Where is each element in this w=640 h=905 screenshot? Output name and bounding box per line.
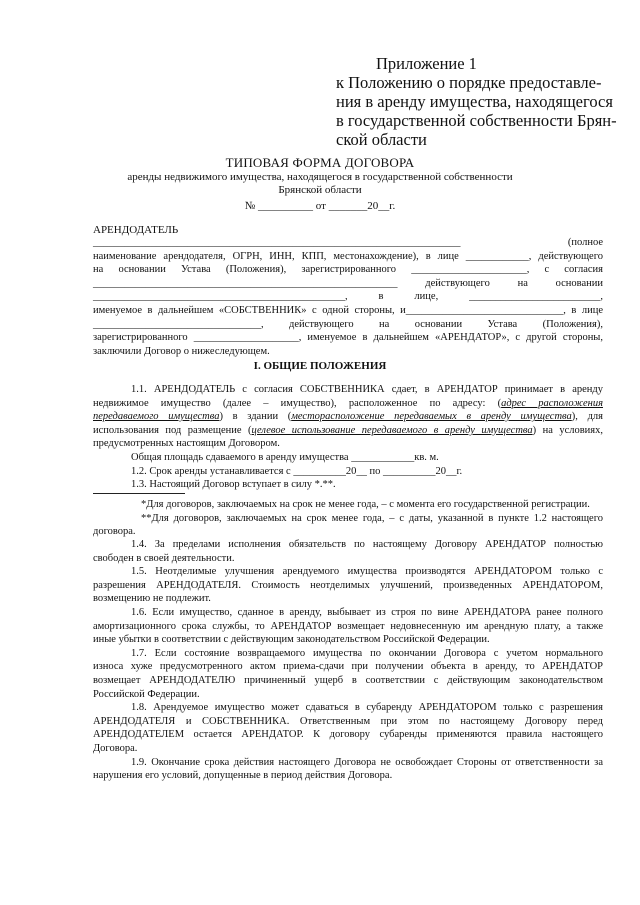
clause-1-1-line: 1.1. АРЕНДОДАТЕЛЬ с согласия СОБСТВЕННИКА сдает, в АРЕНДАТОР принимает в аренду [131, 384, 603, 395]
footnotes [93, 498, 603, 539]
clause-1-5-line: 1.5. Неотделимые улучшения арендуемого имущества производятся АРЕНДАТОРОМ только с [131, 566, 603, 578]
footnote-2: договора. [93, 526, 136, 538]
placeholder-purpose: целевое использование передаваемого в аренду имущества [251, 424, 533, 436]
parties-line: на основании Устава (Положения), зарегистрированного ______________________, с согласия [93, 264, 603, 276]
clause-1-8-line: АРЕНДОДАТЕЛЕМ остается АРЕНДАТОР. К договору субаренды применяются правила настоящего [93, 729, 603, 741]
placeholder-location: месторасположение передаваемых в аренду имущества [291, 411, 572, 423]
placeholder-property: передаваемого имущества [93, 411, 220, 423]
clause-1-4-line: свободен в своей деятельности. [93, 552, 235, 564]
appendix-line: к Положению о порядке предоставле- [336, 73, 602, 92]
document-subtitle: аренды недвижимого имущества, находящегося в государственной собственности [127, 171, 513, 183]
clause-1-7-line: 1.7. Если состояние возвращаемого имущества по окончании Договора с учетом нормального [131, 647, 603, 659]
clause-text: недвижимое имущество (далее – имущество), расположенное по адресу: ( [93, 397, 502, 409]
clause-1-3: 1.3. Настоящий Договор вступает в силу *.**. [131, 479, 336, 491]
appendix-line: ской области [336, 130, 427, 149]
clause-1-8-line: 1.8. Арендуемое имущество может сдаваться в субаренду АРЕНДАТОРОМ только с разрешения [131, 702, 603, 714]
parties-line: наименование арендодателя, ОГРН, ИНН, КПП, местонахождение), в лице ____________, действующего [93, 250, 603, 262]
area-line: Общая площадь сдаваемого в аренду имущества ____________кв. м. [131, 451, 439, 463]
clause-1-6-line: иные убытки в соответствии с действующим законодательством Российской Федерации. [93, 634, 490, 646]
appendix-header [336, 54, 617, 149]
clause-1-6-line: 1.6. Если имущество, сданное в аренду, выбывает из строя по вине АРЕНДАТОРА ранее полного [131, 606, 603, 618]
clause-1-5-line: возмещению не подлежит. [93, 593, 211, 605]
parties-line: заключили Договор о нижеследующем. [93, 345, 270, 357]
footnote-1: *Для договоров, заключаемых на срок не менее года, – с момента его государственной регистрации. [141, 499, 590, 510]
footnote-2: **Для договоров, заключаемых на срок менее года, – с даты, указанной в пункте 1.2 настоящего [141, 512, 603, 524]
clause-text: использования под размещение ( [93, 424, 252, 436]
clause-1-1-line [93, 424, 603, 438]
parties-paragraph [93, 236, 603, 358]
clause-1-8-line: АРЕНДОДАТЕЛЯ и СОБСТВЕННИКА. Ответственным при этом по настоящему Договору перед [93, 715, 603, 727]
clause-1-1-line [93, 397, 603, 411]
appendix-line: ния в аренду имущества, находящегося [336, 92, 613, 111]
clause-text: ), для [571, 411, 603, 423]
clauses [93, 538, 603, 783]
lessor-label: АРЕНДОДАТЕЛЬ [93, 224, 179, 236]
clause-1-2: 1.2. Срок аренды устанавливается с __________20__ по __________20__г. [131, 465, 463, 477]
clause-1-7-line: износа хуже предусмотренного актом приема-сдачи при получении объекта в аренду, то АРЕНДАТОР [93, 661, 603, 673]
clause-1-1-line: предусмотренных настоящим Договором. [93, 438, 280, 450]
document-subtitle-region: Брянской области [278, 184, 362, 196]
clause-1-7-line: Российской Федерации. [93, 688, 200, 700]
clause-text: ) на условиях, [532, 424, 603, 436]
clause-1-6-line: амортизационного срока службы, то АРЕНДАТОР возмещает недовнесенную им арендную плату, а также [93, 620, 603, 632]
clause-1-4-line: 1.4. За пределами исполнения обязательств по настоящему Договору АРЕНДАТОР полностью [131, 539, 603, 550]
parties-line: зарегистрированного ____________________, именуемое в дальнейшем «АРЕНДАТОР», с другой стороны, [93, 332, 603, 344]
parties-line: именуемое в дальнейшем «СОБСТВЕННИК» с одной стороны, и______________________________, в лице [93, 304, 603, 316]
appendix-line: в государственной собственности Брян- [336, 111, 617, 130]
parties-line: __________________________________________________________ действующего на основании [93, 277, 603, 289]
contract-number-line: № __________ от _______20__г. [244, 200, 396, 212]
clause-1-5-line: разрешения АРЕНДОДАТЕЛЯ. Стоимость неотделимых улучшений, произведенных АРЕНДАТОРОМ, [93, 579, 603, 591]
parties-line: ______________________________________________________________________ (полное [93, 237, 603, 248]
clause-text: ) в здании ( [219, 411, 292, 423]
parties-line: ________________________________________________, в лице, _________________________, [93, 291, 603, 303]
section-title: I. ОБЩИЕ ПОЛОЖЕНИЯ [253, 360, 387, 372]
appendix-number: Приложение 1 [376, 54, 477, 73]
clause-1-9-line: нарушения его условий, допущенные в период действия Договора. [93, 770, 393, 782]
clause-1-1-line [93, 410, 603, 424]
placeholder-address: адрес расположения [501, 397, 603, 409]
clause-1-9-line: 1.9. Окончание срока действия настоящего Договора не освобождает Стороны от ответственности за [131, 756, 603, 768]
clause-1-7-line: возмещает АРЕНДОДАТЕЛЮ причиненный ущерб в соответствии с действующим законодательством [93, 674, 603, 686]
document-title: ТИПОВАЯ ФОРМА ДОГОВОРА [225, 155, 415, 170]
footnote-divider [93, 493, 185, 494]
general-provisions [93, 383, 603, 492]
parties-line: ________________________________, действующего на основании Устава (Положения), [93, 318, 603, 330]
clause-1-8-line: Договора. [93, 742, 138, 754]
